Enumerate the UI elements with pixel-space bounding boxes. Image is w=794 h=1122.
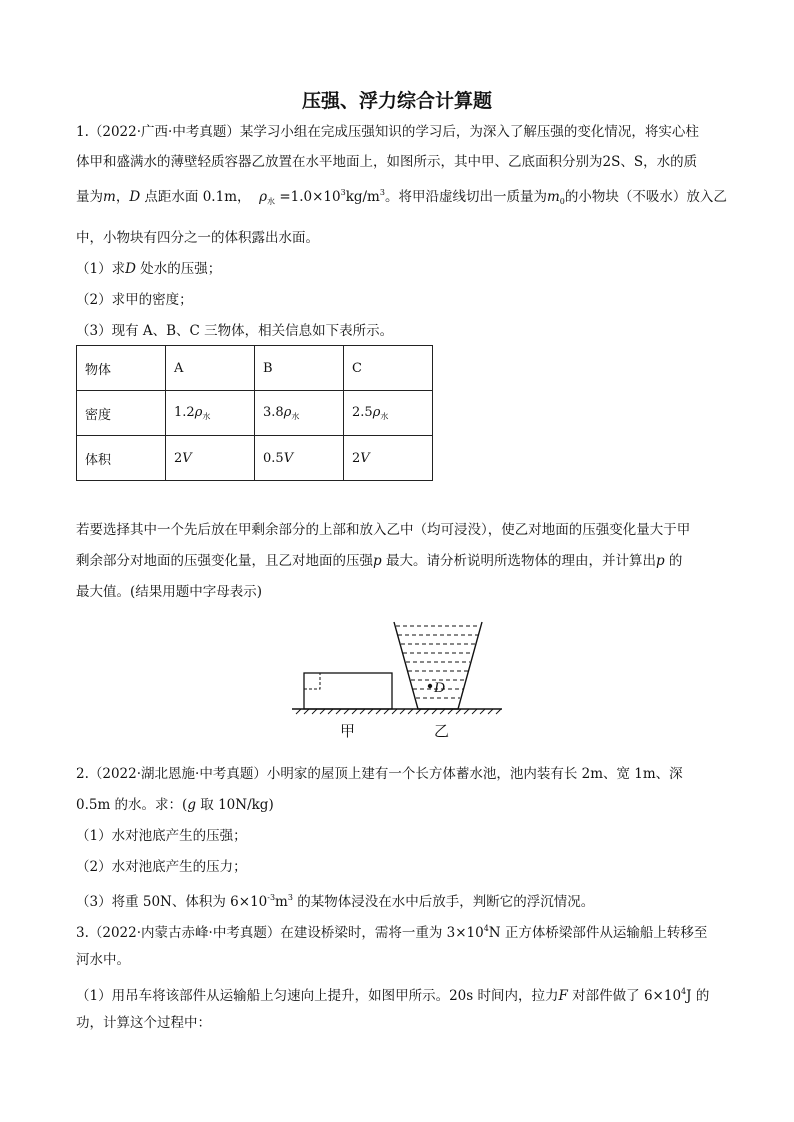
var-rho: ρ [194,404,203,420]
rho-subscript: 水 [202,411,211,421]
text: 点距水面 0.1m， [140,189,251,205]
point-d-dot [428,684,432,688]
q2-sub-3 [76,888,594,912]
var-F: F [558,988,568,1004]
table-row [77,436,433,481]
q1-line-1: 1.（2022·广西·中考真题）某学习小组在完成压强知识的学习后，为深入了解压强的变化情况，将实心柱 [76,124,699,140]
var-D: D [125,261,136,277]
var-p: p [655,553,665,569]
var-rho: ρ [283,404,292,420]
table-header-cell: C [344,346,433,391]
coef: 2 [352,450,361,466]
text: 。将甲沿虚线切出一质量为 [384,189,547,205]
table-cell: 体积 [77,436,166,481]
q1-after-3: 最大值。(结果用题中字母表示) [76,584,263,600]
exponent: 4 [483,924,489,933]
q2-line-2 [76,795,274,815]
text: J 的 [686,988,710,1004]
var-rho: ρ [259,189,268,205]
table-row [77,346,433,391]
label-yi: 乙 [434,722,450,740]
exponent: 3 [287,893,293,902]
exponent: 3 [379,188,385,197]
text: kg/m [345,189,380,205]
q2-sub-1: （1）水对池底产生的压强； [76,828,247,844]
text: 3.（2022·内蒙古赤峰·中考真题）在建设桥梁时，需将一重为 3×10 [76,925,484,941]
label-jia: 甲 [340,722,356,740]
cut-dashed-line [304,673,320,689]
exponent: -3 [267,893,276,902]
coef: 2 [174,450,183,466]
var-rho: ρ [372,404,381,420]
text: （3）将重 50N、体积为 6×10 [76,894,268,910]
var-V: V [182,450,192,466]
q3-sub-1-line-2: 功，计算这个过程中： [76,1015,211,1031]
q1-after-2 [76,551,682,571]
var-D: D [129,189,141,205]
coef: 2.5 [352,404,373,420]
q3-line-1 [76,919,707,943]
q1-after-1: 若要选择其中一个先后放在甲剩余部分的上部和放入乙中（均可浸没），使乙对地面的压强变化量大于甲 [76,522,691,538]
coef: 0.5 [263,450,284,466]
var-g: g [187,797,196,813]
table-cell [255,436,344,481]
coef: 3.8 [263,404,284,420]
table-cell [344,436,433,481]
table-header-cell: B [255,346,344,391]
exponent: 4 [681,987,687,996]
var-V: V [360,450,370,466]
text: （1）用吊车将该部件从运输船上匀速向上提升，如图甲所示。20s 时间内，拉力 [76,988,559,1004]
text: 的某物体浸没在水中后放手，判断它的浮沉情况。 [292,894,595,910]
table-cell [344,391,433,436]
text: 处水的压强； [135,261,222,277]
table-cell [166,391,255,436]
text: 取 10N/kg) [196,797,274,813]
table-cell: 密度 [77,391,166,436]
text: 最大。请分析说明所选物体的理由，并计算出 [381,553,656,569]
rho-subscript: 水 [291,411,300,421]
text: N 正方体桥梁部件从运输船上转移至 [488,925,708,941]
coef: 1.2 [174,404,195,420]
q3-sub-1 [76,982,709,1006]
q2-line-1: 2.（2022·湖北恩施·中考真题）小明家的屋顶上建有一个长方体蓄水池，池内装有长 2m、宽 1m、深 [76,766,683,782]
table-cell [255,391,344,436]
table-header-cell: A [166,346,255,391]
var-V: V [283,450,294,466]
q1-line-3 [76,183,727,212]
text: （1）求 [76,261,126,277]
solid-jia [304,673,392,709]
q3-line-2: 河水中。 [76,952,130,968]
q1-line-2: 体甲和盛满水的薄壁轻质容器乙放置在水平地面上，如图所示，其中甲、乙底面积分别为2S、S，水的质 [76,154,698,170]
q2-sub-2: （2）水对池底产生的压力； [76,859,247,875]
exponent: 3 [340,188,346,197]
q1-figure [288,618,508,742]
text: ， [115,189,130,205]
var-m0: m [546,189,560,205]
text: 量为 [76,189,103,205]
text: m [275,894,288,910]
table-row [77,391,433,436]
rho-subscript: 水 [267,197,276,206]
var-m: m [103,189,116,205]
table-header-cell: 物体 [77,346,166,391]
q1-line-4: 中，小物块有四分之一的体积露出水面。 [76,230,319,246]
m0-subscript: 0 [559,197,565,206]
page-title: 压强、浮力综合计算题 [301,90,492,112]
q1-sub-2: （2）求甲的密度； [76,292,193,308]
object-info-table [76,345,433,481]
q1-sub-1 [76,259,221,279]
text: 0.5m 的水。求：( [76,797,188,813]
point-d-label: D [434,680,445,696]
text: =1.0×10 [275,189,341,205]
text: 剩余部分对地面的压强变化量，且乙对地面的压强 [76,553,373,569]
q1-sub-3: （3）现有 A、B、C 三物体，相关信息如下表所示。 [76,323,394,339]
text: 的小物块（不吸水）放入乙 [564,189,727,205]
var-p: p [373,553,382,569]
rho-subscript: 水 [380,411,389,421]
text: 的 [664,553,683,569]
table-cell [166,436,255,481]
text: 对部件做了 6×10 [567,988,682,1004]
